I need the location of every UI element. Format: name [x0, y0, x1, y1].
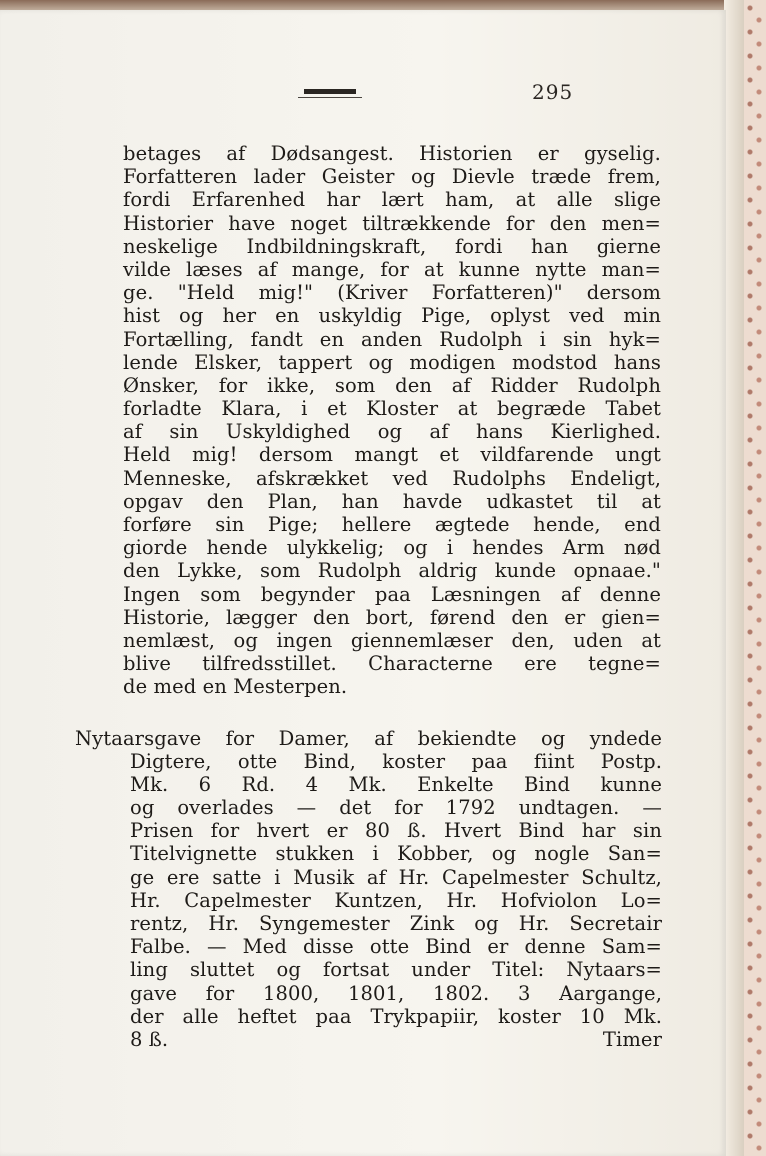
- text-line: Nytaarsgave for Damer, af bekiendte og yndede: [75, 726, 662, 750]
- text-line: Titelvignette stukken i Kobber, og nogle San=: [130, 842, 662, 866]
- text-block: [60, 142, 662, 1051]
- text-line: fordi Erfarenhed har lært ham, at alle slige: [123, 188, 661, 212]
- text-line: af sin Uskyldighed og af hans Kierlighed.: [123, 420, 661, 444]
- text-line: lende Elsker, tappert og modigen modstod hans: [123, 350, 661, 374]
- text-line: opgav den Plan, han havde udkastet til at: [123, 489, 661, 513]
- rule-thick: [304, 89, 356, 94]
- text-line: Ønsker, for ikke, som den af Ridder Rudolph: [123, 373, 661, 397]
- text-line: ge ere satte i Musik af Hr. Capelmester Schultz,: [130, 865, 662, 889]
- text-line: Menneske, afskrækket ved Rudolphs Endeligt,: [123, 466, 661, 490]
- text-line: hist og her en uskyldig Pige, oplyst ved min: [123, 304, 661, 328]
- text-line: Forfatteren lader Geister og Dievle træde frem,: [123, 165, 661, 189]
- text-line: rentz, Hr. Syngemester Zink og Hr. Secretair: [130, 912, 662, 935]
- rule-thin: [298, 97, 362, 98]
- text-line: Held mig! dersom mangt et vildfarende ungt: [123, 443, 661, 467]
- text-line: ge. "Held mig!" (Kriver Forfatteren)" dersom: [123, 281, 661, 305]
- text-line: Mk. 6 Rd. 4 Mk. Enkelte Bind kunne: [130, 772, 662, 796]
- text-line: Historier have noget tiltrækkende for den men=: [123, 211, 661, 235]
- catchword: Timer: [602, 1027, 662, 1051]
- text-line: den Lykke, som Rudolph aldrig kunde opnaae.": [123, 559, 661, 583]
- text-line: blive tilfredsstillet. Characterne ere tegne=: [123, 652, 661, 676]
- text-line: og overlades — det for 1792 undtagen. —: [130, 796, 662, 820]
- text-line: Digtere, otte Bind, koster paa fiint Postp.: [130, 749, 662, 773]
- text-line: Ingen som begynder paa Læsningen af denne: [123, 582, 661, 606]
- text-line: vilde læses af mange, for at kunne nytte man=: [123, 257, 661, 281]
- paragraph-nytaarsgave: [60, 726, 662, 1052]
- text-line-last: [130, 1028, 662, 1051]
- text-line: Falbe. — Med disse otte Bind er denne Sam=: [130, 935, 662, 959]
- text-line-end: 8 ß.: [130, 1027, 169, 1051]
- text-line: de med en Mesterpen.: [123, 675, 348, 699]
- text-line: forføre sin Pige; hellere ægtede hende, end: [123, 513, 661, 536]
- text-line: gave for 1800, 1801, 1802. 3 Aargange,: [130, 981, 662, 1005]
- text-line: Prisen for hvert er 80 ß. Hvert Bind har sin: [130, 819, 662, 843]
- text-line: Fortælling, fandt en anden Rudolph i sin hyk=: [123, 327, 661, 351]
- page-edge-shadow: [724, 0, 744, 1156]
- header-rule-ornament: [298, 84, 362, 100]
- paragraph-review: [60, 142, 661, 699]
- text-line: giorde hende ulykkelig; og i hendes Arm nød: [123, 536, 661, 560]
- text-line: ling sluttet og fortsat under Titel: Nytaars=: [130, 958, 662, 982]
- book-page: [0, 10, 726, 1156]
- text-line: der alle heftet paa Trykpapiir, koster 10 Mk.: [130, 1004, 662, 1028]
- text-line: Hr. Capelmester Kuntzen, Hr. Hofviolon Lo=: [130, 888, 662, 912]
- text-line: forladte Klara, i et Kloster at begræde Tabet: [123, 397, 661, 421]
- text-line: betages af Dødsangest. Historien er gyselig.: [123, 142, 661, 165]
- text-line: Historie, lægger den bort, førend den er gien=: [123, 605, 661, 629]
- page-number: 295: [532, 80, 574, 104]
- binding-strip: [744, 0, 766, 1156]
- text-line: nemlæst, og ingen giennemlæser den, uden at: [123, 628, 661, 652]
- text-line: neskelige Indbildningskraft, fordi han gierne: [123, 234, 661, 258]
